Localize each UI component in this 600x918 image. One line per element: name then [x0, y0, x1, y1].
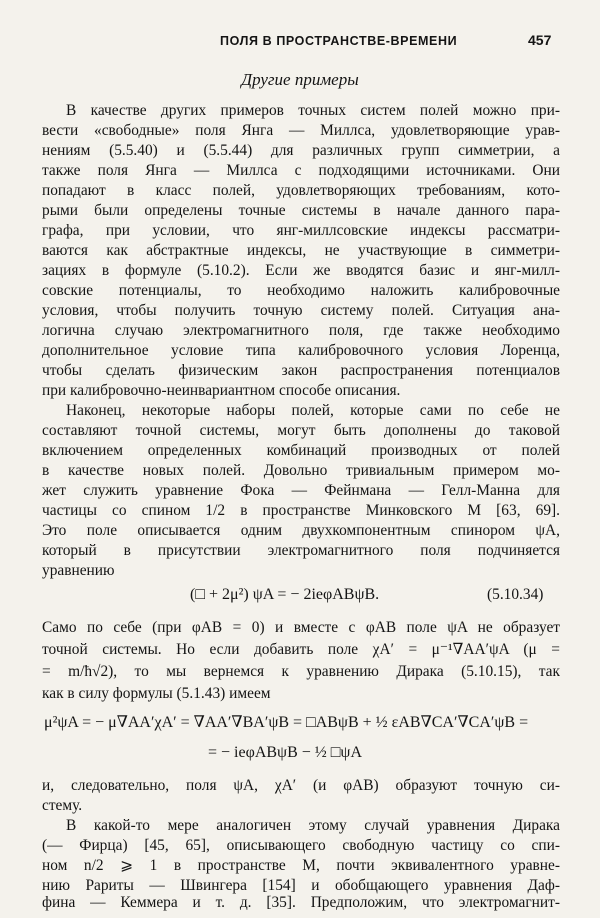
- equation-number: (5.10.34): [487, 586, 544, 603]
- text-line: = m/ħ√2), то мы вернемся к уравнению Дирака (5.10.15), так: [42, 663, 560, 680]
- text-line: нию Рариты — Швингера [154] и обобщающего уравнения Даф-: [42, 877, 560, 894]
- text-line: нениям (5.5.40) и (5.5.44) для различных групп симметрии, а: [42, 142, 560, 159]
- text-line: и, следовательно, поля ψA, χA′ (и φAB) образуют точную си-: [42, 777, 560, 794]
- text-line: который в присутствии электромагнитного поля подчиняется: [42, 542, 560, 559]
- text-line: при калибровочно-неинвариантном способе описания.: [42, 382, 401, 399]
- text-line: Наконец, некоторые наборы полей, которые сами по себе не: [66, 402, 560, 419]
- text-line: В качестве других примеров точных систем полей можно при-: [66, 102, 560, 119]
- text-line: (— Фирца) [45, 65], описывающего свободную частицу со спи-: [42, 837, 560, 854]
- text-line: в качестве новых полей. Довольно тривиальным примером мо-: [42, 462, 560, 479]
- text-line: составляют точной системы, могут быть дополнены до таковой: [42, 422, 560, 439]
- text-line: попадают в класс полей, удовлетворяющих требованиям, кото-: [42, 182, 560, 199]
- text-line: зациях в формуле (5.10.2). Если же вводятся базис и янг-милл-: [42, 262, 560, 279]
- equation-5-10-34: (□ + 2μ²) ψA = − 2ieφABψB.: [190, 586, 380, 603]
- text-line: чтобы сделать физическим закон распространения потенциалов: [42, 362, 560, 379]
- text-line: уравнению: [42, 562, 115, 579]
- text-line: частицы со спином 1/2 в пространстве Минковского М [63, 69].: [42, 502, 560, 519]
- text-line: графа, при условии, что янг-миллсовские индексы рассматри-: [42, 222, 560, 239]
- equation-dirac-continued: = − ieφABψB − ½ □ψA: [208, 744, 362, 761]
- text-line: условия, чтобы получить точную систему полей. Ситуация ана-: [42, 302, 560, 319]
- text-line: как в силу формулы (5.1.43) имеем: [42, 685, 271, 702]
- text-line: фина — Кеммера и т. д. [35]. Предположим, что электромагнит-: [42, 894, 560, 911]
- text-line: логична случаю электромагнитного поля, где также необходимо: [42, 322, 560, 339]
- page-number: 457: [528, 32, 552, 48]
- text-line: дополнительное условие типа калибровочного условия Лоренца,: [42, 342, 560, 359]
- text-line: стему.: [42, 797, 83, 814]
- text-line: рыми были определены точные системы в начале данного пара-: [42, 202, 560, 219]
- text-line: также поля Янга — Миллса с подходящими источниками. Они: [42, 162, 560, 179]
- text-line: вести «свободные» поля Янга — Миллса, удовлетворяющие урав-: [42, 122, 560, 139]
- text-line: включением определенных комбинаций производных от полей: [42, 442, 560, 459]
- text-line: совские потенциалы, то необходимо наложить калибровочные: [42, 282, 560, 299]
- text-line: В какой-то мере аналогичен этому случай уравнения Дирака: [66, 817, 560, 834]
- text-line: Это поле описывается одним двухкомпонентным спинором ψA,: [42, 522, 560, 539]
- text-line: точной системы. Но если добавить поле χA′ = μ⁻¹∇AA′ψA (μ =: [42, 641, 560, 658]
- section-title: Другие примеры: [241, 70, 359, 89]
- text-line: ном n/2 ⩾ 1 в пространстве М, почти эквивалентного уравне-: [42, 857, 560, 874]
- text-line: ваются как абстрактные индексы, не участвующие в симметри-: [42, 242, 560, 259]
- text-line: жет служить уравнение Фока — Фейнмана — Гелл-Манна для: [42, 482, 560, 499]
- equation-dirac-derivation: μ²ψA = − μ∇AA′χA′ = ∇AA′∇BA′ψB = □ABψB + ½ εAB∇CA′∇CA′ψB =: [44, 714, 529, 731]
- running-title: ПОЛЯ В ПРОСТРАНСТВЕ-ВРЕМЕНИ: [220, 34, 458, 48]
- text-line: Само по себе (при φAB = 0) и вместе с φAB поле ψA не образует: [42, 619, 560, 636]
